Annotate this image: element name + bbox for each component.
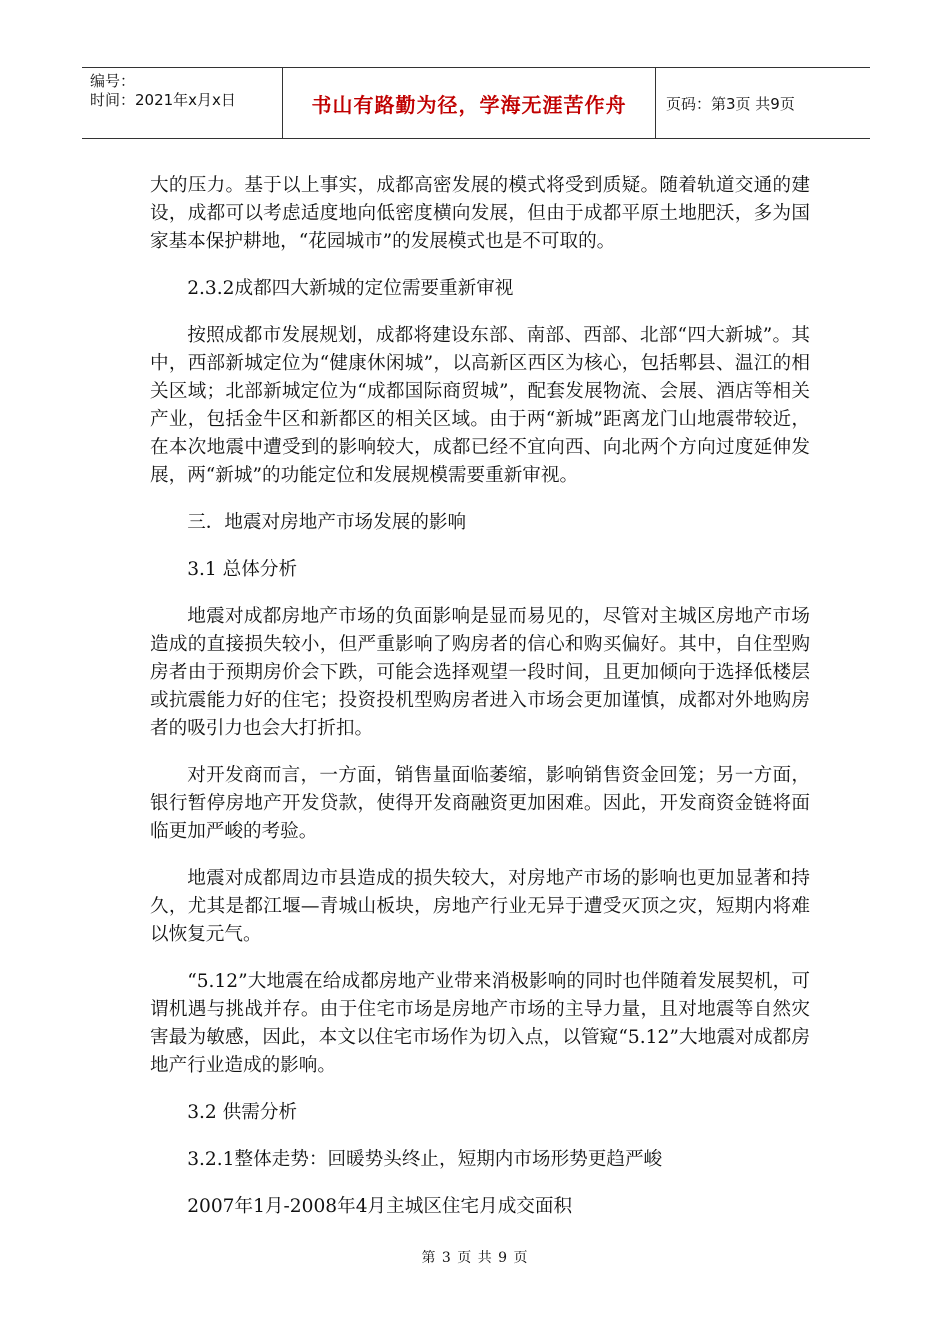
header-motto: 书山有路勤为径，学海无涯苦作舟 — [283, 68, 656, 138]
header-page-info: 页码：第3页 共9页 — [666, 94, 795, 113]
paragraph-surrounding-cities: 地震对成都周边市县造成的损失较大，对房地产市场的影响也更加显著和持久，尤其是都江堰—青城山板块，房地产行业无异于遭受灭顶之灾，短期内将难以恢复元气。 — [150, 868, 810, 945]
paragraph-opportunity: “5.12”大地震在给成都房地产业带来消极影响的同时也伴随着发展契机，可谓机遇与挑战并存。由于住宅市场是房地产市场的主导力量，且对地震等自然灾害最为敏感，因此，本文以住宅市场作为切入点，以管窥“5.12”大地震对成都房地产行业造成的影响。 — [150, 971, 810, 1076]
page-header — [82, 67, 870, 139]
paragraph-developers: 对开发商而言，一方面，销售量面临萎缩，影响销售资金回笼；另一方面，银行暂停房地产开发贷款，使得开发商融资更加困难。因此，开发商资金链将面临更加严峻的考验。 — [150, 765, 810, 842]
paragraph-continued: 大的压力。基于以上事实，成都高密发展的模式将受到质疑。随着轨道交通的建设，成都可以考虑适度地向低密度横向发展，但由于成都平原土地肥沃，多为国家基本保护耕地，“花园城市”的发展模式也是不可取的。 — [150, 175, 810, 252]
document-body — [150, 172, 810, 1240]
date-label: 时间：2021年x月x日 — [90, 91, 236, 109]
heading-3-2: 3.2 供需分析 — [187, 1102, 298, 1123]
heading-3-2-1: 3.2.1整体走势：回暖势头终止，短期内市场形势更趋严峻 — [187, 1149, 663, 1170]
page-footer: 第 3 页 共 9 页 — [421, 1250, 529, 1266]
number-label: 编号： — [90, 72, 136, 90]
heading-3-1: 3.1 总体分析 — [187, 559, 298, 580]
paragraph-overall-analysis: 地震对成都房地产市场的负面影响是显而易见的，尽管对主城区房地产市场造成的直接损失较小，但严重影响了购房者的信心和购买偏好。其中，自住型购房者由于预期房价会下跌，可能会选择观望一段时间，且更加倾向于选择低楼层或抗震能力好的住宅；投资投机型购房者进入市场会更加谨慎，成都对外地购房者的吸引力也会大打折扣。 — [150, 606, 810, 739]
heading-2-3-2: 2.3.2成都四大新城的定位需要重新审视 — [187, 278, 514, 299]
heading-section-3: 三．地震对房地产市场发展的影响 — [187, 512, 467, 533]
chart-caption: 2007年1月-2008年4月主城区住宅月成交面积 — [187, 1196, 573, 1217]
paragraph-new-cities: 按照成都市发展规划，成都将建设东部、南部、西部、北部“四大新城”。其中，西部新城定位为“健康休闲城”，以高新区西区为核心，包括郫县、温江的相关区域；北部新城定位为“成都国际商贸城”，配套发展物流、会展、酒店等相关产业，包括金牛区和新都区的相关区域。由于两“新城”距离龙门山地震带较近，在本次地震中遭受到的影响较大，成都已经不宜向西、向北两个方向过度延伸发展，两“新城”的功能定位和发展规模需要重新审视。 — [150, 325, 810, 486]
header-meta — [82, 68, 283, 138]
